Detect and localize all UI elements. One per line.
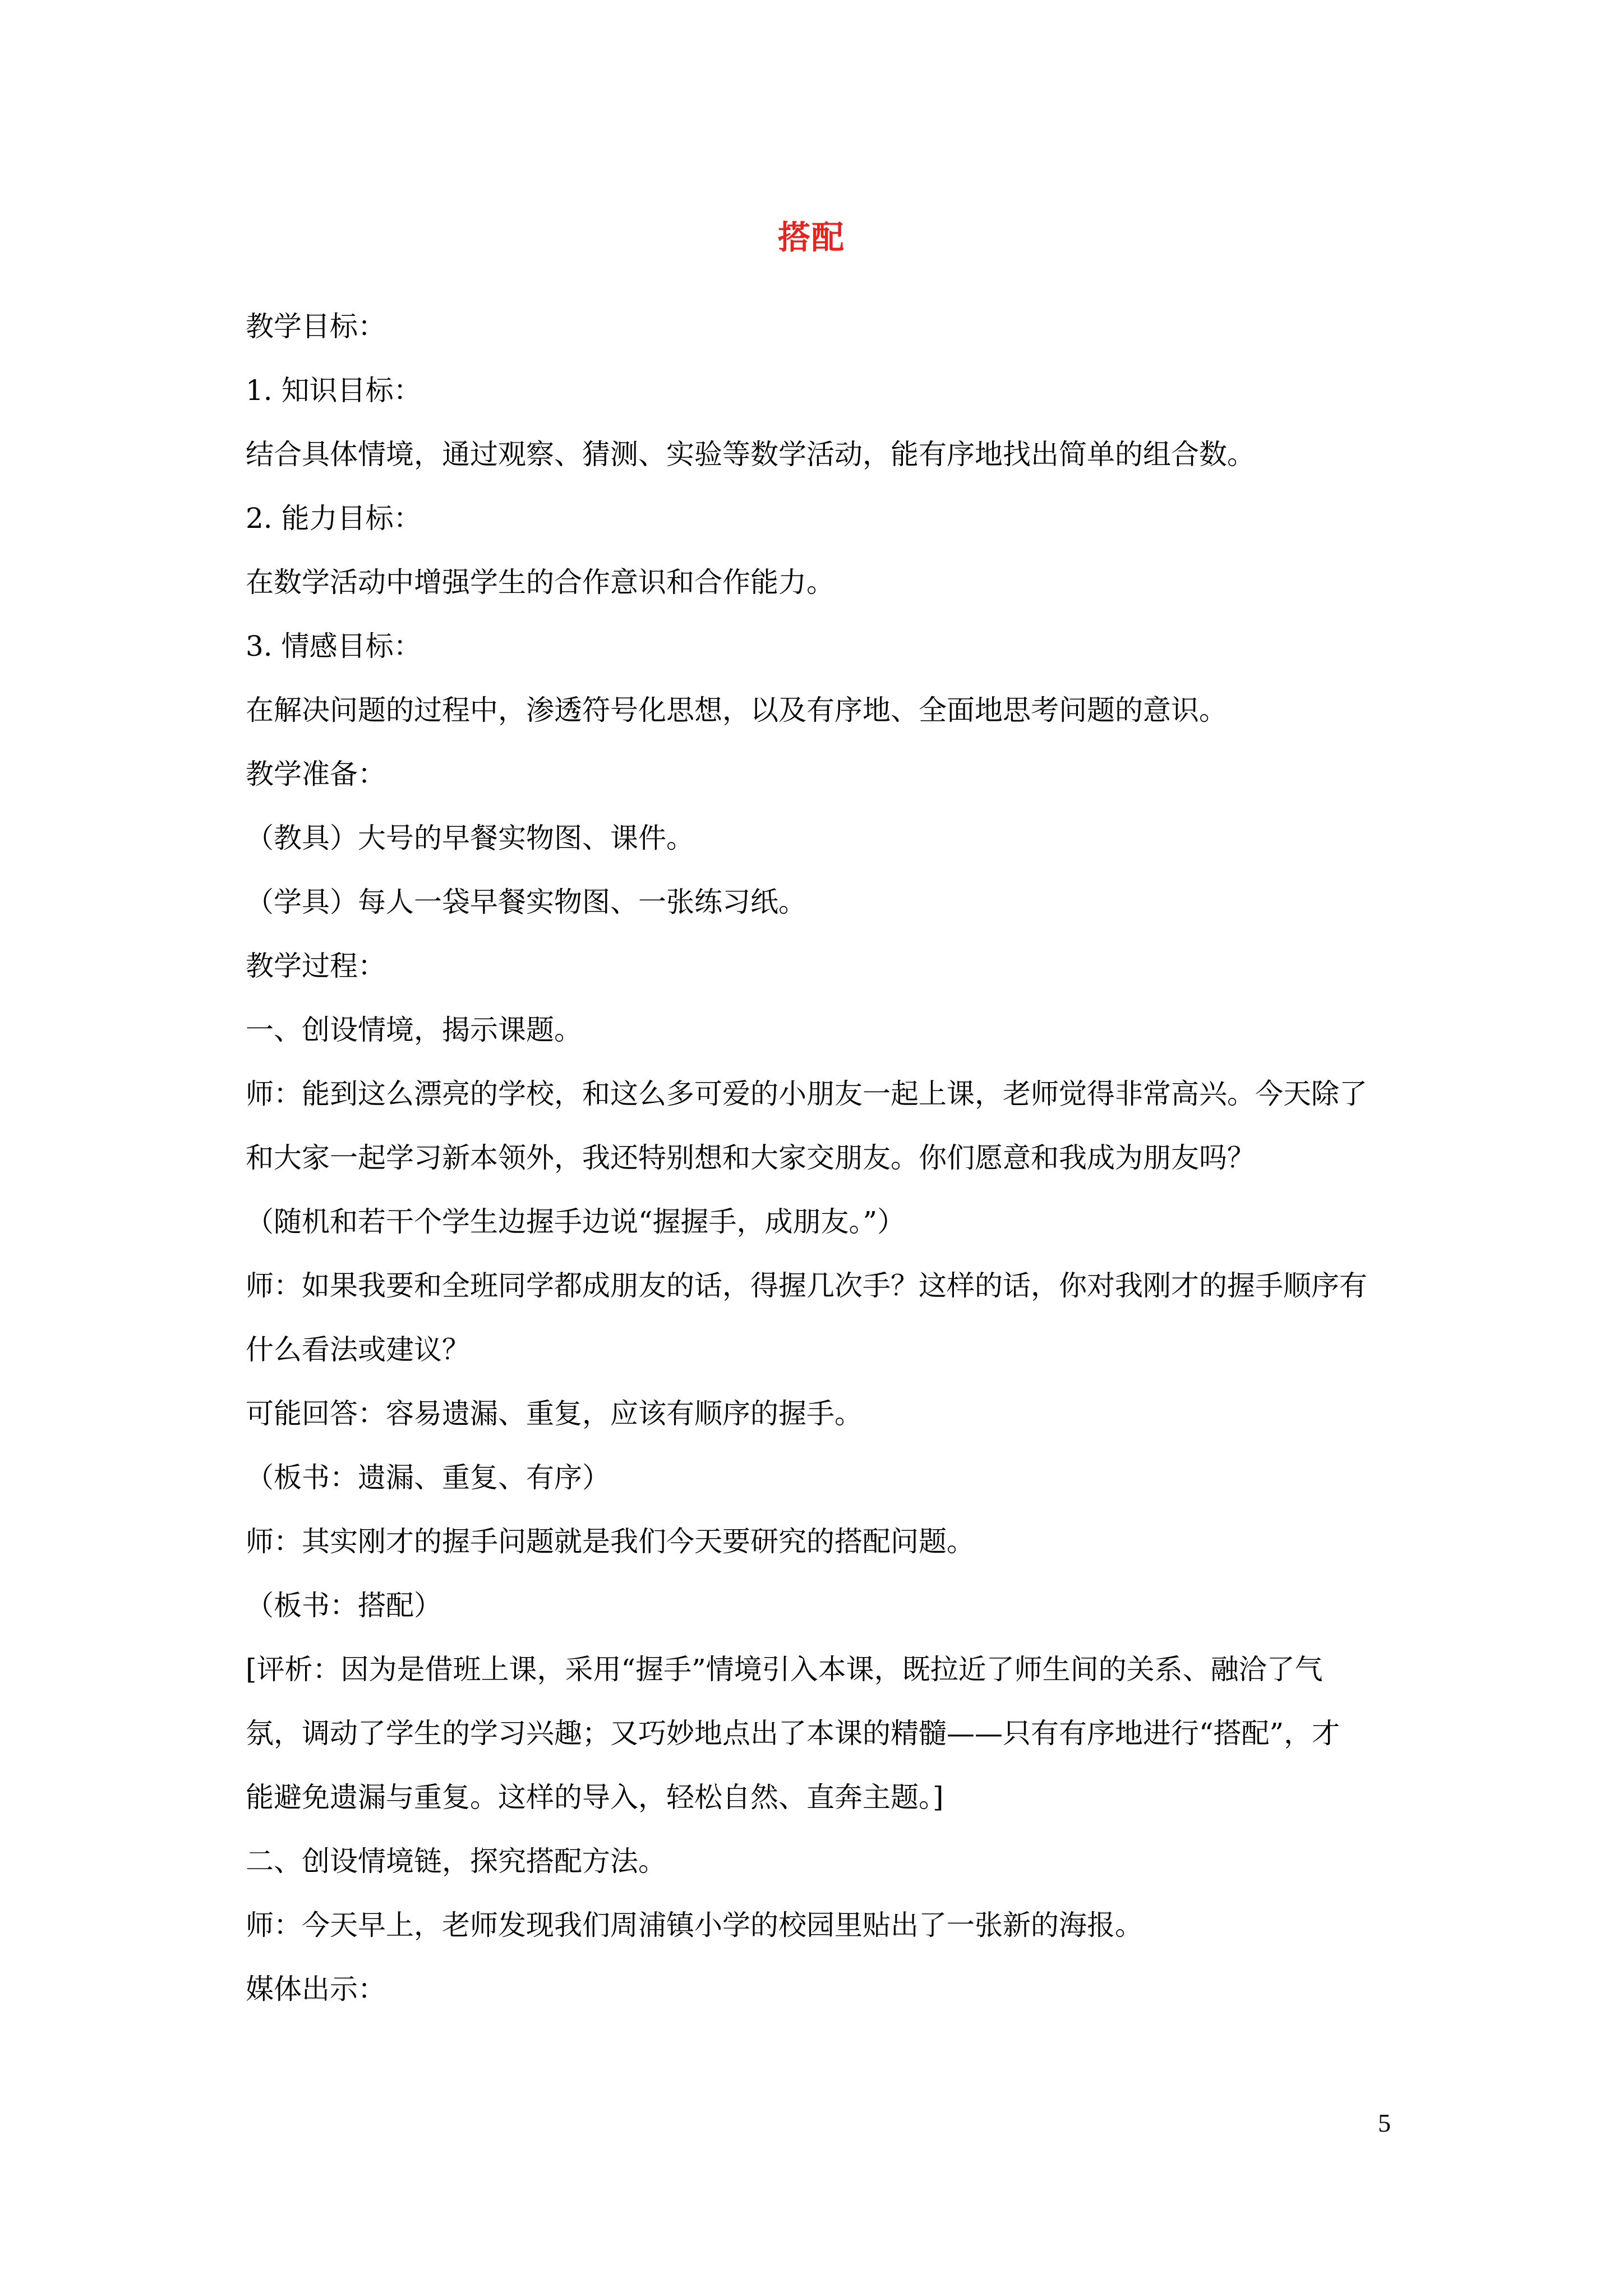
- document-title: 搭配: [777, 218, 845, 256]
- teacher-poster-line: 师：今天早上，老师发现我们周浦镇小学的校园里贴出了一张新的海报。: [246, 1909, 1143, 1941]
- teacher-intro-line-1: 师：能到这么漂亮的学校，和这么多可爱的小朋友一起上课，老师觉得非常高兴。今天除了: [246, 1078, 1367, 1110]
- possible-answer: 可能回答：容易遗漏、重复，应该有顺序的握手。: [246, 1397, 863, 1430]
- commentary-line-1: [评析：因为是借班上课，采用“握手”情境引入本课，既拉近了师生间的关系、融洽了气: [246, 1653, 1323, 1686]
- section-one-heading: 一、创设情境，揭示课题。: [246, 1014, 582, 1046]
- teaching-goals-heading: 教学目标：: [246, 310, 386, 343]
- teaching-process-heading: 教学过程：: [246, 950, 386, 982]
- emotion-goal-text: 在解决问题的过程中，渗透符号化思想，以及有序地、全面地思考问题的意识。: [246, 694, 1227, 726]
- handshake-note: （随机和若干个学生边握手边说“握握手，成朋友。”）: [246, 1205, 906, 1238]
- commentary-line-2: 氛，调动了学生的学习兴趣；又巧妙地点出了本课的精髓——只有有序地进行“搭配”，才: [246, 1717, 1340, 1750]
- board-note-1: （板书：遗漏、重复、有序）: [246, 1461, 610, 1494]
- knowledge-goal-heading: 1. 知识目标：: [246, 374, 422, 407]
- teacher-intro-line-2: 和大家一起学习新本领外，我还特别想和大家交朋友。你们愿意和我成为朋友吗？: [246, 1142, 1255, 1174]
- board-note-2: （板书：搭配）: [246, 1589, 442, 1622]
- ability-goal-heading: 2. 能力目标：: [246, 502, 422, 535]
- ability-goal-text: 在数学活动中增强学生的合作意识和合作能力。: [246, 566, 834, 599]
- teaching-preparation-heading: 教学准备：: [246, 758, 386, 790]
- media-display-label: 媒体出示：: [246, 1973, 386, 2005]
- teacher-materials: （教具）大号的早餐实物图、课件。: [246, 822, 694, 854]
- emotion-goal-heading: 3. 情感目标：: [246, 630, 422, 662]
- knowledge-goal-text: 结合具体情境，通过观察、猜测、实验等数学活动，能有序地找出简单的组合数。: [246, 438, 1255, 471]
- teacher-question-line-1: 师：如果我要和全班同学都成朋友的话，得握几次手？这样的话，你对我刚才的握手顺序有: [246, 1269, 1367, 1302]
- teacher-topic-statement: 师：其实刚才的握手问题就是我们今天要研究的搭配问题。: [246, 1525, 975, 1558]
- commentary-line-3: 能避免遗漏与重复。这样的导入，轻松自然、直奔主题。]: [246, 1781, 944, 1814]
- section-two-heading: 二、创设情境链，探究搭配方法。: [246, 1845, 666, 1878]
- document-body: [246, 295, 1384, 2021]
- teacher-question-line-2: 什么看法或建议？: [246, 1333, 470, 1366]
- page-number: 5: [1378, 2109, 1391, 2137]
- student-materials: （学具）每人一袋早餐实物图、一张练习纸。: [246, 886, 806, 918]
